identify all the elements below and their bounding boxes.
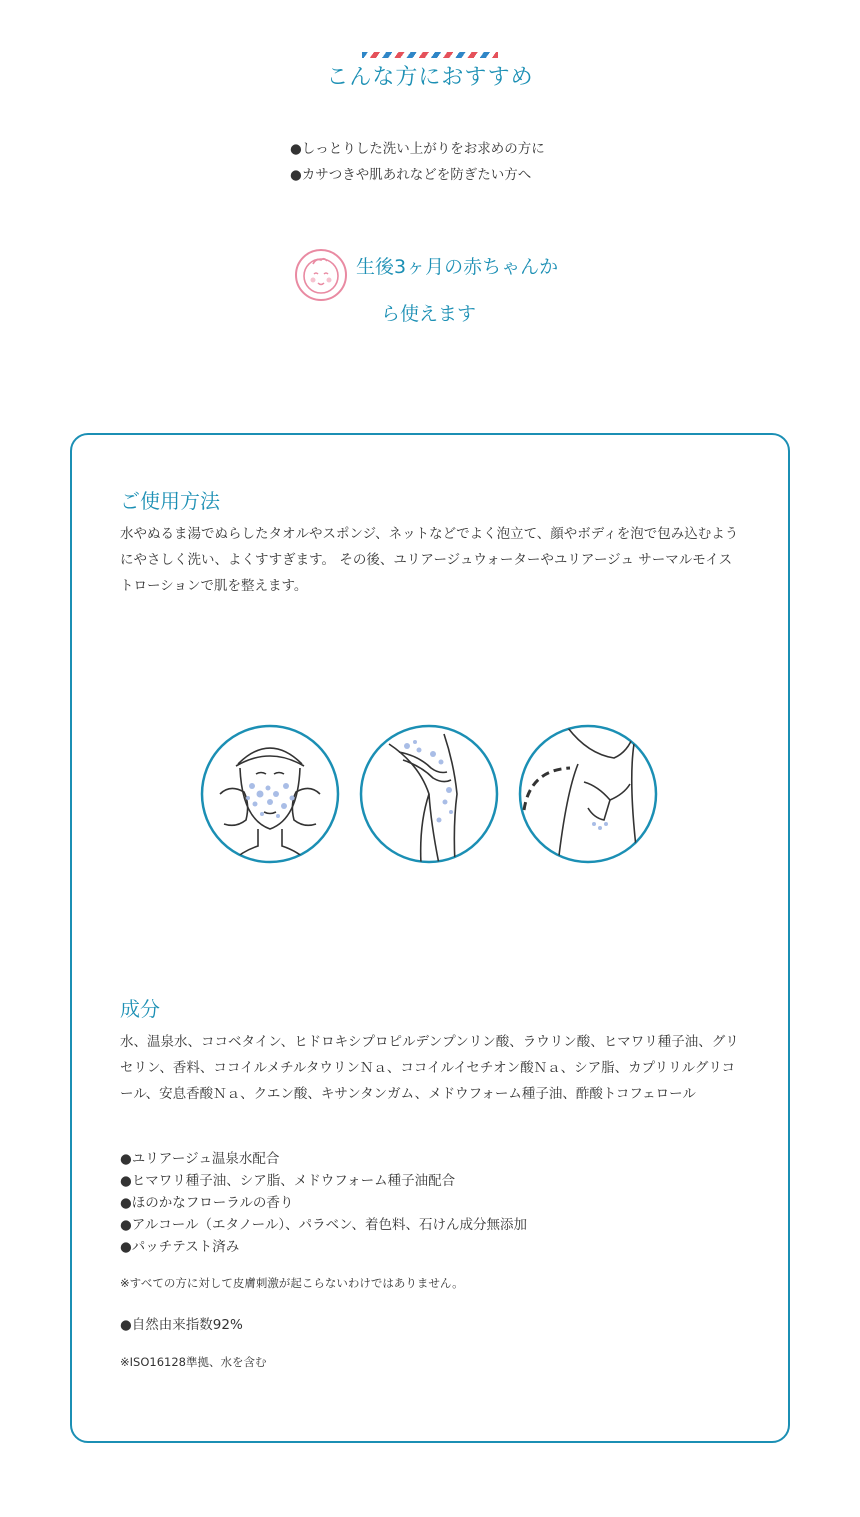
list-item: ●カサつきや肌あれなどを防ぎたい方へ <box>290 167 532 183</box>
baby-face-icon <box>294 248 348 302</box>
face-wash-illustration <box>200 724 340 864</box>
natural-origin-index: ●自然由来指数92% <box>120 1317 243 1333</box>
irritation-note: ※すべての方に対して皮膚刺激が起こらないわけではありません。 <box>120 1276 464 1290</box>
body-wash-illustration <box>518 724 658 864</box>
leg-wash-illustration <box>359 724 499 864</box>
baby-usage-text-cont: ら使えます <box>381 303 477 325</box>
page-title: こんな方におすすめ <box>326 65 534 90</box>
list-item: ●ヒマワリ種子油、シア脂、メドウフォーム種子油配合 <box>120 1173 456 1189</box>
list-item: ●アルコール（エタノール）、パラベン、着色料、石けん成分無添加 <box>120 1217 528 1233</box>
baby-usage-text: 生後3ヶ月の赤ちゃんか <box>356 256 559 278</box>
feature-list <box>120 1148 527 1258</box>
iso-note: ※ISO16128準拠、水を含む <box>120 1355 267 1369</box>
recommend-list <box>290 136 545 188</box>
usage-title: ご使用方法 <box>120 489 220 513</box>
list-item: ●パッチテスト済み <box>120 1239 240 1255</box>
list-item: ●ユリアージュ温泉水配合 <box>120 1151 280 1167</box>
ingredients-text: 水、温泉水、ココベタイン、ヒドロキシプロピルデンプンリン酸、ラウリン酸、ヒマワリ種子油、グリセリン、香料、ココイルメチルタウリンＮａ、ココイルイセチオン酸Ｎａ、シア脂、カプリリルグリコール、安息香酸Ｎａ、クエン酸、キサンタンガム、メドウフォーム種子油、酢酸トコフェロール <box>120 1034 739 1102</box>
list-item: ●ほのかなフローラルの香り <box>120 1195 294 1211</box>
ingredients-title: 成分 <box>120 997 160 1021</box>
list-item: ●しっとりした洗い上がりをお求めの方に <box>290 141 545 157</box>
usage-text: 水やぬるま湯でぬらしたタオルやスポンジ、ネットなどでよく泡立て、顔やボディを泡で包み込むようにやさしく洗い、よくすすぎます。 その後、ユリアージュウォーターやユリアージュ サーマルモイストローションで肌を整えます。 <box>120 526 739 594</box>
title-stripe-decoration <box>362 52 498 58</box>
